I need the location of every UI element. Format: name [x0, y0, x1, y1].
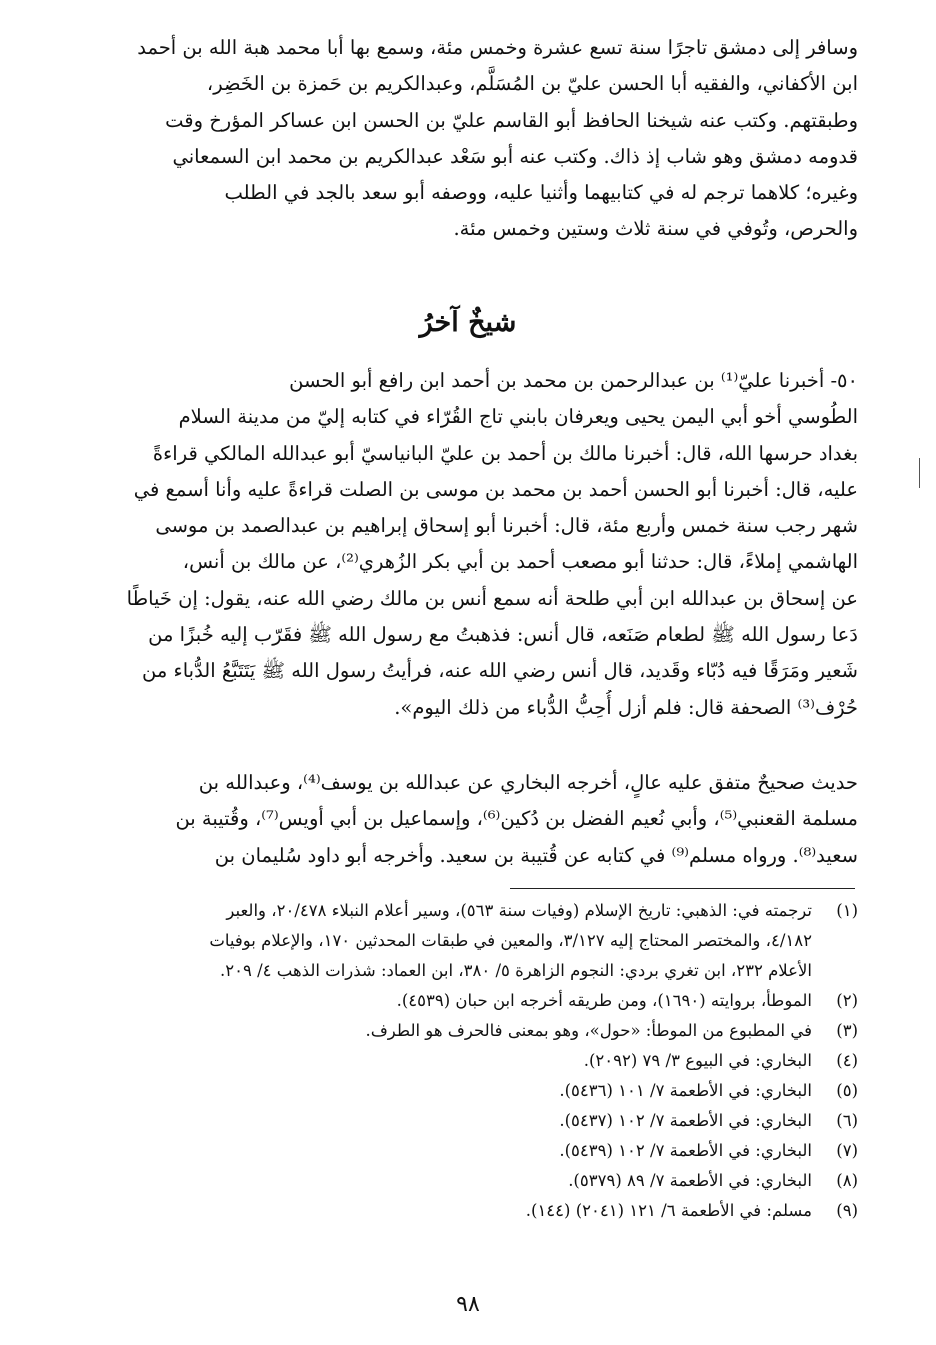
- footnote-1: [40, 896, 858, 986]
- footnote-number: (٩): [836, 1201, 858, 1220]
- footnote-text: [40, 1106, 812, 1136]
- footnote-8: [40, 1166, 858, 1196]
- text-line: وسافر إلى دمشق تاجرًا سنة تسع عشرة وخمس مئة، وسمع بها أبا محمد هبة الله بن أحمد: [137, 36, 858, 59]
- footnote-number: (٥): [836, 1081, 858, 1100]
- footnote-5: [40, 1076, 858, 1106]
- text-line: الهاشمي إملاءً، قال: حدثنا أبو مصعب أحمد بن أبي بكر الزُهري⁽²⁾، عن مالك بن أنس،: [182, 550, 858, 574]
- footnote-line: البخاري: في الأطعمة ٧/ ١٠٢ (٥٤٣٩).: [559, 1141, 812, 1160]
- footnote-number: (١): [836, 901, 858, 920]
- footnotes: [40, 896, 858, 1226]
- text-line: مسلمة القعنبي⁽⁵⁾، وأبي نُعيم الفضل بن دُكين⁽⁶⁾، وإسماعيل بن أبي أويس⁽⁷⁾، وقُتيبة بن: [175, 807, 858, 831]
- footnote-3: [40, 1016, 858, 1046]
- text-line: والحرص، وتُوفي في سنة ثلاث وستين وخمس مئة.: [453, 217, 858, 241]
- footnote-text: [40, 1136, 812, 1166]
- footnote-line: البخاري: في الأطعمة ٧/ ٨٩ (٥٣٧٩).: [568, 1171, 812, 1190]
- footnote-9: [40, 1196, 858, 1226]
- commentary-paragraph: [44, 765, 858, 874]
- text-line: وطبقتهم. وكتب عنه شيخنا الحافظ أبو القاسم عليّ بن الحسن ابن عساكر المؤرخ وقت: [165, 108, 858, 132]
- text-line: قدومه دمشق وهو شاب إذ ذاك. وكتب عنه أبو سَعْد عبدالكريم بن محمد ابن السمعاني: [172, 144, 858, 168]
- footnote-number: (٤): [836, 1051, 858, 1070]
- footnote-number: (٣): [836, 1021, 858, 1040]
- footnote-line: في المطبوع من الموطأ: «حول»، وهو بمعنى فالحرف هو الطرف.: [365, 1021, 812, 1040]
- text-line: الطُوسي أخو أبي اليمن يحيى ويعرفان بابني تاج القُرّاء في كتابه إليّ من مدينة السلام: [178, 405, 858, 429]
- text-line: عليه، قال: أخبرنا أبو الحسن أحمد بن محمد بن موسى بن الصلت قراءةً عليه وأنا أسمع في: [133, 477, 858, 501]
- section-heading: شيخٌ آخرُ: [419, 307, 517, 338]
- text-line: سعيد⁽⁸⁾. ورواه مسلم⁽⁹⁾ في كتابه عن قُتيبة بن سعيد. وأخرجه أبو داود سُليمان بن: [214, 843, 858, 867]
- footnote-text: [40, 1046, 812, 1076]
- footnote-text: [40, 986, 812, 1016]
- text-line: شَعير ومَرَقًا فيه دُبّاء وقَديد، قال أنس رضي الله عنه، فرأيتُ رسول الله ﷺ يَتَتَبَّعُ الدُّباء من: [142, 659, 858, 683]
- text-line: حديث صحيحٌ متفق عليه عالٍ، أخرجه البخاري عن عبدالله بن يوسف⁽⁴⁾، وعبدالله بن: [198, 771, 858, 794]
- footnote-text: [40, 1076, 812, 1106]
- footnote-number: (٧): [836, 1141, 858, 1160]
- text-line: حُرْف⁽³⁾ الصحفة قال: فلم أزل أُحِبُّ الدُّباء من ذلك اليوم».: [394, 695, 858, 719]
- text-line: دَعا رسول الله ﷺ لطعام صَنَعه، قال أنس: فذهبتُ مع رسول الله ﷺ فقَرّب إليه خُبزًا من: [148, 623, 858, 647]
- footnote-4: [40, 1046, 858, 1076]
- footnote-line: ٤/١٨٢، والمختصر المحتاج إليه ٣/١٢٧، والمعين في طبقات المحدثين ١٧٠، والإعلام بوفيات: [209, 931, 812, 950]
- footnote-number: (٦): [836, 1111, 858, 1130]
- text-line: عن إسحاق بن عبدالله ابن أبي طلحة أنه سمع أنس بن مالك رضي الله عنه، يقول: إن خَياطًا: [126, 586, 858, 610]
- footnote-number: (٢): [836, 991, 858, 1010]
- footnote-text: [40, 1016, 812, 1046]
- text-line: بغداد حرسها الله، قال: أخبرنا مالك بن أحمد بن عليّ البانياسيّ أبو عبدالله المالكي قراءةً: [152, 441, 858, 465]
- footnote-7: [40, 1136, 858, 1166]
- hadith-paragraph: [44, 363, 858, 726]
- text-line: ابن الأكفاني، والفقيه أبا الحسن عليّ بن المُسَلَّم، وعبدالكريم بن حَمزة بن الخَضِر،: [206, 72, 858, 96]
- footnote-line: مسلم: في الأطعمة ٦/ ١٢١ (٢٠٤١) (١٤٤).: [525, 1201, 812, 1220]
- footnote-text: [40, 1196, 812, 1226]
- margin-mark: [919, 458, 923, 488]
- footnote-line: البخاري: في البيوع ٣/ ٧٩ (٢٠٩٢).: [583, 1051, 812, 1070]
- footnote-line: ترجمته في: الذهبي: تاريخ الإسلام (وفيات سنة ٥٦٣)، وسير أعلام النبلاء ٢٠/٤٧٨، والعبر: [226, 901, 812, 920]
- footnote-line: البخاري: في الأطعمة ٧/ ١٠١ (٥٤٣٦).: [559, 1081, 812, 1100]
- footnote-line: البخاري: في الأطعمة ٧/ ١٠٢ (٥٤٣٧).: [559, 1111, 812, 1130]
- footnote-line: الموطأ، بروايته (١٦٩٠)، ومن طريقه أخرجه ابن حبان (٤٥٣٩).: [396, 991, 812, 1010]
- footnote-text: [40, 1166, 812, 1196]
- text-line: ٥٠- أخبرنا عليّ⁽¹⁾ بن عبدالرحمن بن محمد بن أحمد ابن رافع أبو الحسن: [289, 369, 858, 392]
- page-number: ٩٨: [456, 1292, 480, 1317]
- footnote-6: [40, 1106, 858, 1136]
- footnote-separator: [510, 888, 855, 889]
- footnote-2: [40, 986, 858, 1016]
- footnote-number: (٨): [836, 1171, 858, 1190]
- footnote-line: الأعلام ٢٣٢، ابن تغري بردي: النجوم الزاهرة ٥/ ٣٨٠، ابن العماد: شذرات الذهب ٤/ ٢٠٩.: [219, 961, 812, 980]
- text-line: وغيره؛ كلاهما ترجم له في كتابيهما وأثنيا عليه، ووصفه أبو سعد بالجد في الطلب: [224, 181, 858, 205]
- text-line: شهر رجب سنة خمس وأربع مئة، قال: أخبرنا أبو إسحاق إبراهيم بن عبدالصمد بن موسى: [155, 514, 858, 538]
- footnote-text: [40, 896, 812, 986]
- intro-paragraph: [44, 30, 858, 248]
